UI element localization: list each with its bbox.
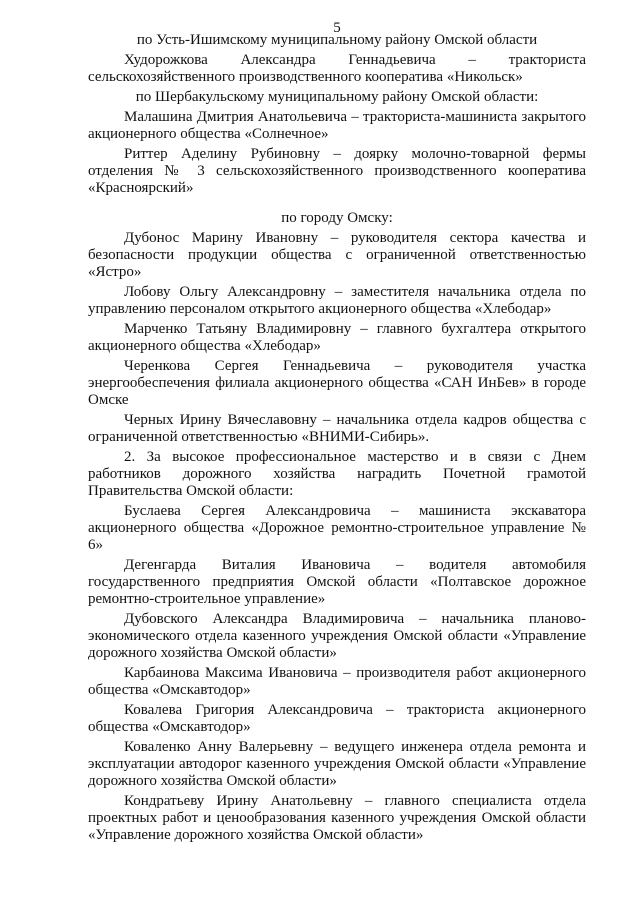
award-entry: Черных Ирину Вячеславовну – начальника отдела кадров общества с ограниченной ответственностью «ВНИМИ-Сибирь». <box>88 412 586 445</box>
spacer <box>88 200 586 210</box>
award-entry: Ковалева Григория Александровича – тракториста акционерного общества «Омскавтодор» <box>88 702 586 735</box>
award-entry: Риттер Аделину Рубиновну – доярку молочно-товарной фермы отделения № 3 сельскохозяйственного производственного кооператива «Красноярский» <box>88 146 586 196</box>
region-heading-ust-ishim: по Усть-Ишимскому муниципальному району Омской области <box>136 32 538 48</box>
award-entry: Коваленко Анну Валерьевну – ведущего инженера отдела ремонта и эксплуатации автодорог казенного учреждения Омской области «Управление дорожного хозяйства Омской области» <box>88 739 586 789</box>
award-entry: Дегенгарда Виталия Ивановича – водителя автомобиля государственного предприятия Омской области «Полтавское дорожное ремонтно-строительное управление» <box>88 557 586 607</box>
award-entry: Карбаинова Максима Ивановича – производителя работ акционерного общества «Омскавтодор» <box>88 665 586 698</box>
award-entry: Худорожкова Александра Геннадьевича – тракториста сельскохозяйственного производственного кооператива «Никольск» <box>88 52 586 85</box>
region-heading-sherbakul: по Шербакульскому муниципальному району Омской области: <box>135 89 539 105</box>
award-entry: Марченко Татьяну Владимировну – главного бухгалтера открытого акционерного общества «Хлебодар» <box>88 321 586 354</box>
award-entry: Малашина Дмитрия Анатольевича – тракториста-машиниста закрытого акционерного общества «Солнечное» <box>88 109 586 142</box>
award-entry: Буслаева Сергея Александровича – машиниста экскаватора акционерного общества «Дорожное ремонтно-строительное управление № 6» <box>88 503 586 553</box>
page-number: 5 <box>333 20 341 36</box>
award-entry: Кондратьеву Ирину Анатольевну – главного специалиста отдела проектных работ и ценообразования казенного учреждения Омской области «Управление дорожного хозяйства Омской области» <box>88 793 586 843</box>
section-2-intro: 2. За высокое профессиональное мастерство и в связи с Днем работников дорожного хозяйства наградить Почетной грамотой Правительства Омской области: <box>88 449 586 499</box>
award-entry: Дубонос Марину Ивановну – руководителя сектора качества и безопасности продукции общества с ограниченной ответственностью «Ястро» <box>88 230 586 280</box>
award-entry: Лобову Ольгу Александровну – заместителя начальника отдела по управлению персоналом открытого акционерного общества «Хлебодар» <box>88 284 586 317</box>
award-entry: Дубовского Александра Владимировича – начальника планово-экономического отдела казенного учреждения Омской области «Управление дорожного хозяйства Омской области» <box>88 611 586 661</box>
award-entry: Черенкова Сергея Геннадьевича – руководителя участка энергообеспечения филиала акционерного общества «САН ИнБев» в городе Омске <box>88 358 586 408</box>
region-heading-omsk: по городу Омску: <box>281 210 393 226</box>
